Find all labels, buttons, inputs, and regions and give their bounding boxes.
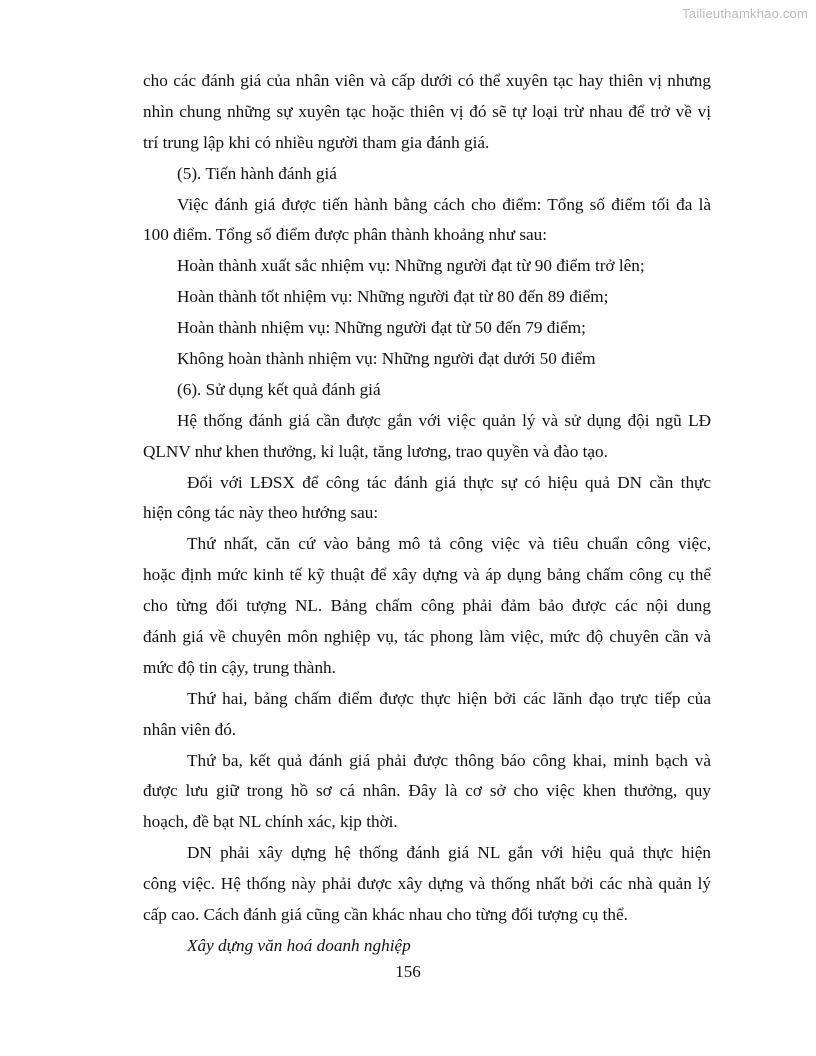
text-line: công việc. Hệ thống này phải được xây dựng và thống nhất bởi các nhà quản lý [143,874,711,894]
text-line: Thứ ba, kết quả đánh giá phải được thông báo công khai, minh bạch và [187,750,711,770]
text-line: Hệ thống đánh giá cần được gắn với việc quản lý và sử dụng đội ngũ LĐ [177,410,711,430]
text-line: nhìn chung những sự xuyên tạc hoặc thiên vị đó sẽ tự loại trừ nhau để trở về vị [143,101,711,121]
text-line: 100 điểm. Tổng số điểm được phân thành khoảng như sau: [143,225,548,245]
list-item: Không hoàn thành nhiệm vụ: Những người đạt dưới 50 điểm [177,349,596,369]
text-line: hoặc định mức kinh tế kỹ thuật để xây dựng và áp dụng bảng chấm công cụ thể [143,565,711,585]
text-line: mức độ tin cậy, trung thành. [143,657,336,677]
text-line: trí trung lập khi có nhiều người tham gia đánh giá. [143,132,490,152]
section-heading: (5). Tiến hành đánh giá [177,163,337,183]
list-item: Hoàn thành xuất sắc nhiệm vụ: Những người đạt từ 90 điểm trở lên; [177,256,645,276]
watermark: Tailieuthamkhao.com [682,6,808,21]
list-item: Hoàn thành tốt nhiệm vụ: Những người đạt từ 80 đến 89 điểm; [177,287,609,307]
text-line: cấp cao. Cách đánh giá cũng cần khác nhau cho từng đối tượng cụ thể. [143,905,628,925]
text-line: QLNV như khen thưởng, kỉ luật, tăng lương, trao quyền và đào tạo. [143,441,608,461]
text-line: cho các đánh giá của nhân viên và cấp dưới có thể xuyên tạc hay thiên vị nhưng [143,71,711,90]
text-line: được lưu giữ trong hồ sơ cá nhân. Đây là cơ sở cho việc khen thưởng, quy [143,781,711,801]
text-line: đánh giá về chuyên môn nghiệp vụ, tác phong làm việc, mức độ chuyên cần và [143,627,711,647]
text-line: nhân viên đó. [143,719,237,739]
section-heading-italic: Xây dựng văn hoá doanh nghiệp [187,935,411,955]
text-line: cho từng đối tượng NL. Bảng chấm công phải đảm bảo được các nội dung [143,596,711,616]
text-line: Đối với LĐSX để công tác đánh giá thực sự có hiệu quả DN cần thực [187,472,711,492]
text-line: Thứ hai, bảng chấm điểm được thực hiện bởi các lãnh đạo trực tiếp của [187,688,711,708]
document-body [143,66,711,962]
text-line: Thứ nhất, căn cứ vào bảng mô tả công việc và tiêu chuẩn công việc, [187,534,711,554]
text-line: hoạch, đề bạt NL chính xác, kịp thời. [143,812,398,832]
text-line: hiện công tác này theo hướng sau: [143,503,379,523]
list-item: Hoàn thành nhiệm vụ: Những người đạt từ 50 đến 79 điểm; [177,318,586,338]
text-line: Việc đánh giá được tiến hành bằng cách cho điểm: Tổng số điểm tối đa là [177,194,711,214]
text-line: DN phải xây dựng hệ thống đánh giá NL gắn với hiệu quả thực hiện [187,843,711,863]
page-number: 156 [395,962,421,981]
section-heading: (6). Sử dụng kết quả đánh giá [177,379,381,399]
